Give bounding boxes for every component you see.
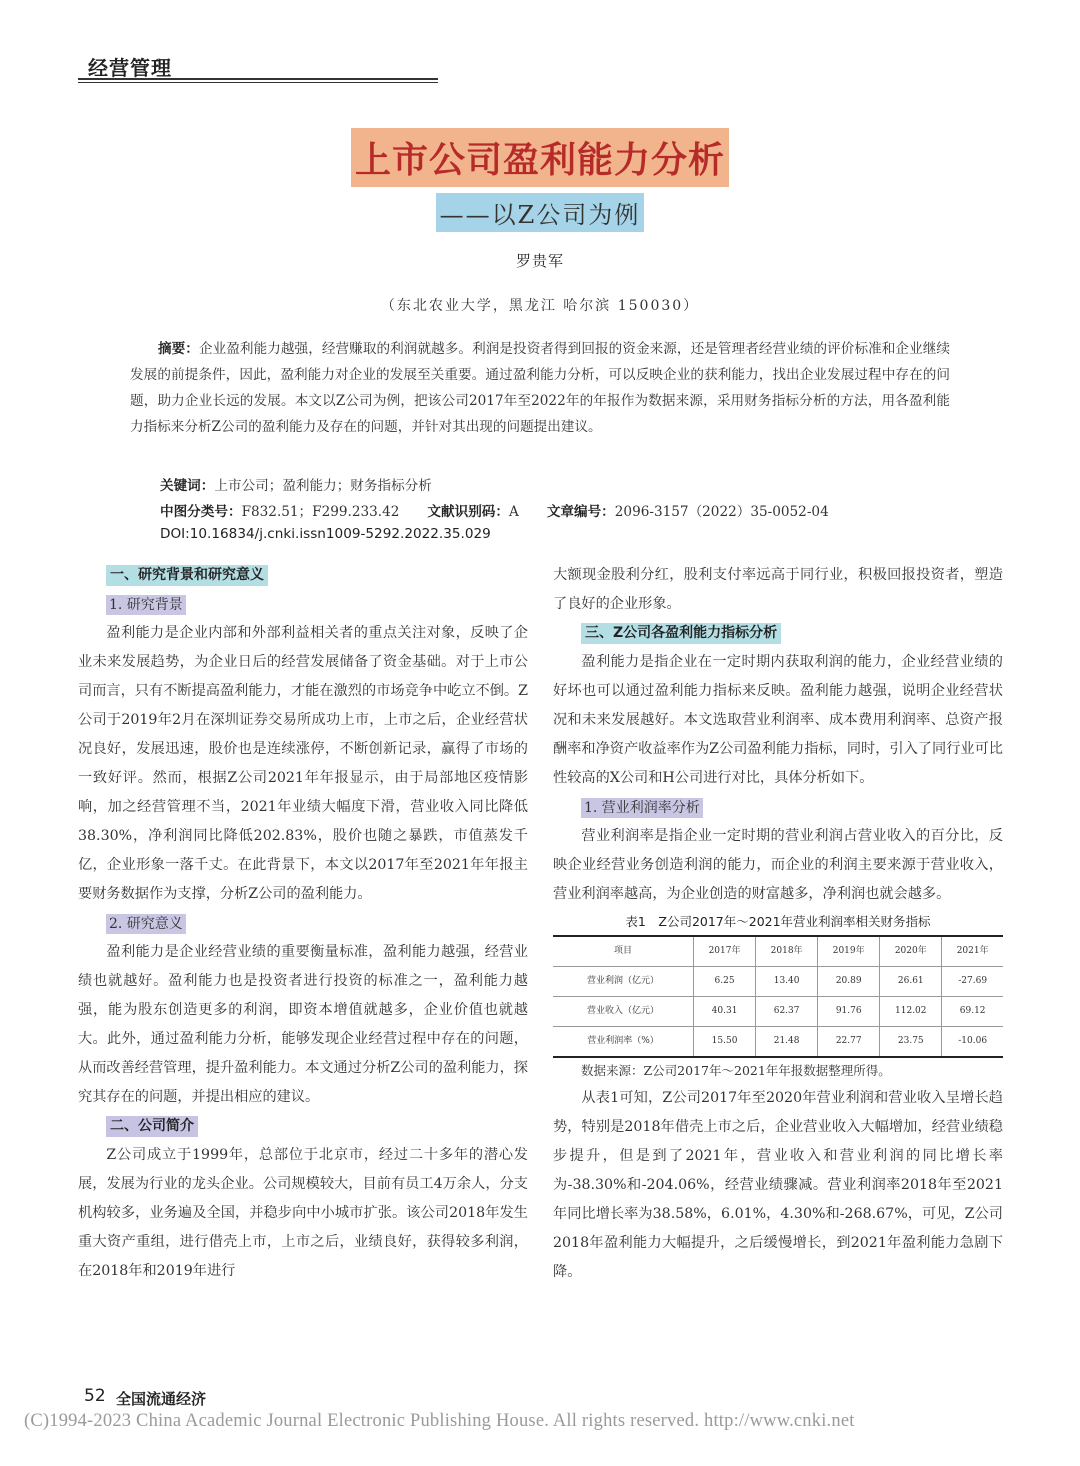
keywords-label: 关键词：: [160, 478, 215, 494]
left-column: [78, 561, 528, 1286]
article-title: 上市公司盈利能力分析: [351, 128, 729, 187]
table-caption: 表1 Z公司2017年～2021年营业利润率相关财务指标: [625, 914, 931, 929]
table-header-cell: 2017年: [694, 936, 756, 967]
title-container: [0, 128, 1080, 187]
paragraph: 盈利能力是指企业在一定时期内获取利润的能力，企业经营业绩的好坏也可以通过盈利能力指标来反映。盈利能力越强，说明企业经营状况和未来发展越好。本文选取营业利润率、成本费用利润率、总资产报酬率和净资产收益率作为Z公司盈利能力指标，同时，引入了同行业可比性较高的X公司和H公司进行对比，具体分析如下。: [553, 654, 1003, 786]
table-cell: 69.12: [942, 997, 1003, 1027]
table-header-cell: 项目: [553, 936, 694, 967]
heading-research-background: 一、研究背景和研究意义: [106, 565, 268, 586]
article-subtitle: ——以Z公司为例: [436, 193, 645, 232]
table-cell: 91.76: [818, 997, 880, 1027]
classification-line: [160, 500, 829, 520]
paragraph: 从表1可知，Z公司2017年至2020年营业利润和营业收入呈增长趋势，特别是2018年借壳上市之后，企业营业收入大幅增加，经营业绩稳步提升，但是到了2021年，营业收入和营业利润的同比增长率为-38.30%和-204.06%，经营业绩骤减。营业利润率2018年至2021年同比增长率为38.58%，6.01%，4.30%和-268.67%，可见，Z公司2018年盈利能力大幅提升，之后缓慢增长，到2021年盈利能力急剧下降。: [553, 1090, 1003, 1280]
table-cell: 26.61: [880, 967, 942, 997]
table-cell: 112.02: [880, 997, 942, 1027]
doc-code-value: A: [508, 504, 519, 520]
abstract-text: 企业盈利能力越强，经营赚取的利润就越多。利润是投资者得到回报的资金来源，还是管理者经营业绩的评价标准和企业继续发展的前提条件，因此，盈利能力对企业的发展至关重要。通过盈利能力分析，可以反映企业的获利能力，找出企业发展过程中存在的问题，助力企业长远的发展。本文以Z公司为例，把该公司2017年至2022年的年报作为数据来源，采用财务指标分析的方法，用各盈利能力指标来分析Z公司的盈利能力及存在的问题，并针对其出现的问题提出建议。: [130, 341, 950, 435]
table-source-note: 数据来源：Z公司2017年～2021年年报数据整理所得。: [581, 1063, 891, 1078]
keywords-text: 上市公司；盈利能力；财务指标分析: [214, 478, 432, 494]
page-number: 52: [84, 1386, 106, 1406]
clc-value: F832.51；F299.233.42: [241, 504, 400, 520]
table-cell: 62.37: [756, 997, 818, 1027]
section-label: 经营管理: [88, 56, 172, 80]
doc-code-label: 文献识别码：: [427, 504, 509, 520]
table-header-cell: 2018年: [756, 936, 818, 967]
author: 罗贵军: [515, 252, 564, 270]
table-row: [553, 967, 1003, 997]
heading-profitability-analysis: 三、Z公司各盈利能力指标分析: [581, 623, 781, 644]
table-cell: 23.75: [880, 1027, 942, 1058]
paragraph: 大额现金股利分红，股利支付率远高于同行业，积极回报投资者，塑造了良好的企业形象。: [553, 567, 1003, 612]
paragraph: 盈利能力是企业内部和外部利益相关者的重点关注对象，反映了企业未来发展趋势，为企业日后的经营发展储备了资金基础。对于上市公司而言，只有不断提高盈利能力，才能在激烈的市场竞争中屹立不倒。Z公司于2019年2月在深圳证券交易所成功上市，上市之后，企业经营状况良好，发展迅速，股价也是连续涨停，不断创新记录，赢得了市场的一致好评。然而，根据Z公司2021年年报显示，由于局部地区疫情影响，加之经营管理不当，2021年业绩大幅度下滑，营业收入同比降低38.30%，净利润同比降低202.83%，股价也随之暴跌，市值蒸发千亿，企业形象一落千丈。在此背景下，本文以2017年至2021年年报主要财务数据作为支撑，分析Z公司的盈利能力。: [78, 625, 528, 902]
table-header-row: [553, 936, 1003, 967]
subheading-operating-margin: 1. 营业利润率分析: [581, 798, 703, 818]
table-cell: 6.25: [694, 967, 756, 997]
doi: DOI:10.16834/j.cnki.issn1009-5292.2022.35.029: [160, 526, 491, 542]
right-column: [553, 561, 1003, 1287]
article-no-value: 2096-3157（2022）35-0052-04: [614, 504, 829, 520]
affiliation: （东北农业大学，黑龙江 哈尔滨 150030）: [380, 298, 700, 314]
table-cell: 13.40: [756, 967, 818, 997]
subtitle-container: [0, 193, 1080, 232]
paragraph: 盈利能力是企业经营业绩的重要衡量标准，盈利能力越强，经营业绩也就越好。盈利能力也是投资者进行投资的标准之一，盈利能力越强，能为股东创造更多的利润，即资本增值就越多，企业价值也就越大。此外，通过盈利能力分析，能够发现企业经营过程中存在的问题，从而改善经营管理，提升盈利能力。本文通过分析Z公司的盈利能力，探究其存在的问题，并提出相应的建议。: [78, 944, 528, 1105]
article-no-label: 文章编号：: [546, 504, 615, 520]
copyright-notice: (C)1994-2023 China Academic Journal Electronic Publishing House. All rights reserved. http://www.cnki.net: [24, 1411, 855, 1431]
table-cell: 15.50: [694, 1027, 756, 1058]
table-row: [553, 997, 1003, 1027]
table-cell: 40.31: [694, 997, 756, 1027]
heading-company-intro: 二、公司简介: [106, 1116, 198, 1137]
table-header-cell: 2019年: [818, 936, 880, 967]
clc-label: 中图分类号：: [160, 504, 242, 520]
table-cell: 20.89: [818, 967, 880, 997]
header-rule: [78, 78, 438, 80]
paragraph: Z公司成立于1999年，总部位于北京市，经过二十多年的潜心发展，发展为行业的龙头企业。公司规模较大，目前有员工4万余人，分支机构较多，业务遍及全国，并稳步向中小城市扩张。该公司2018年发生重大资产重组，进行借壳上市，上市之后，业绩良好，获得较多利润，在2018年和2019年进行: [78, 1147, 528, 1279]
paragraph: 营业利润率是指企业一定时期的营业利润占营业收入的百分比，反映企业经营业务创造利润的能力，而企业的利润主要来源于营业收入，营业利润率越高，为企业创造的财富越多，净利润也就会越多。: [553, 828, 1003, 902]
header-rule-thin: [78, 82, 438, 83]
table-cell: 22.77: [818, 1027, 880, 1058]
abstract: [130, 336, 950, 440]
table-cell: -10.06: [942, 1027, 1003, 1058]
table-header-cell: 2021年: [942, 936, 1003, 967]
financial-table: [553, 935, 1003, 1058]
table-cell: 营业利润（亿元）: [553, 967, 694, 997]
journal-name: 全国流通经济: [116, 1390, 207, 1408]
subheading-significance: 2. 研究意义: [106, 914, 186, 934]
table-cell: 营业收入（亿元）: [553, 997, 694, 1027]
table-cell: 21.48: [756, 1027, 818, 1058]
table-row: [553, 1027, 1003, 1058]
keywords: [160, 474, 432, 494]
table-cell: -27.69: [942, 967, 1003, 997]
abstract-label: 摘要：: [158, 341, 199, 357]
table-header-cell: 2020年: [880, 936, 942, 967]
subheading-background: 1. 研究背景: [106, 595, 186, 615]
table-cell: 营业利润率（%）: [553, 1027, 694, 1058]
